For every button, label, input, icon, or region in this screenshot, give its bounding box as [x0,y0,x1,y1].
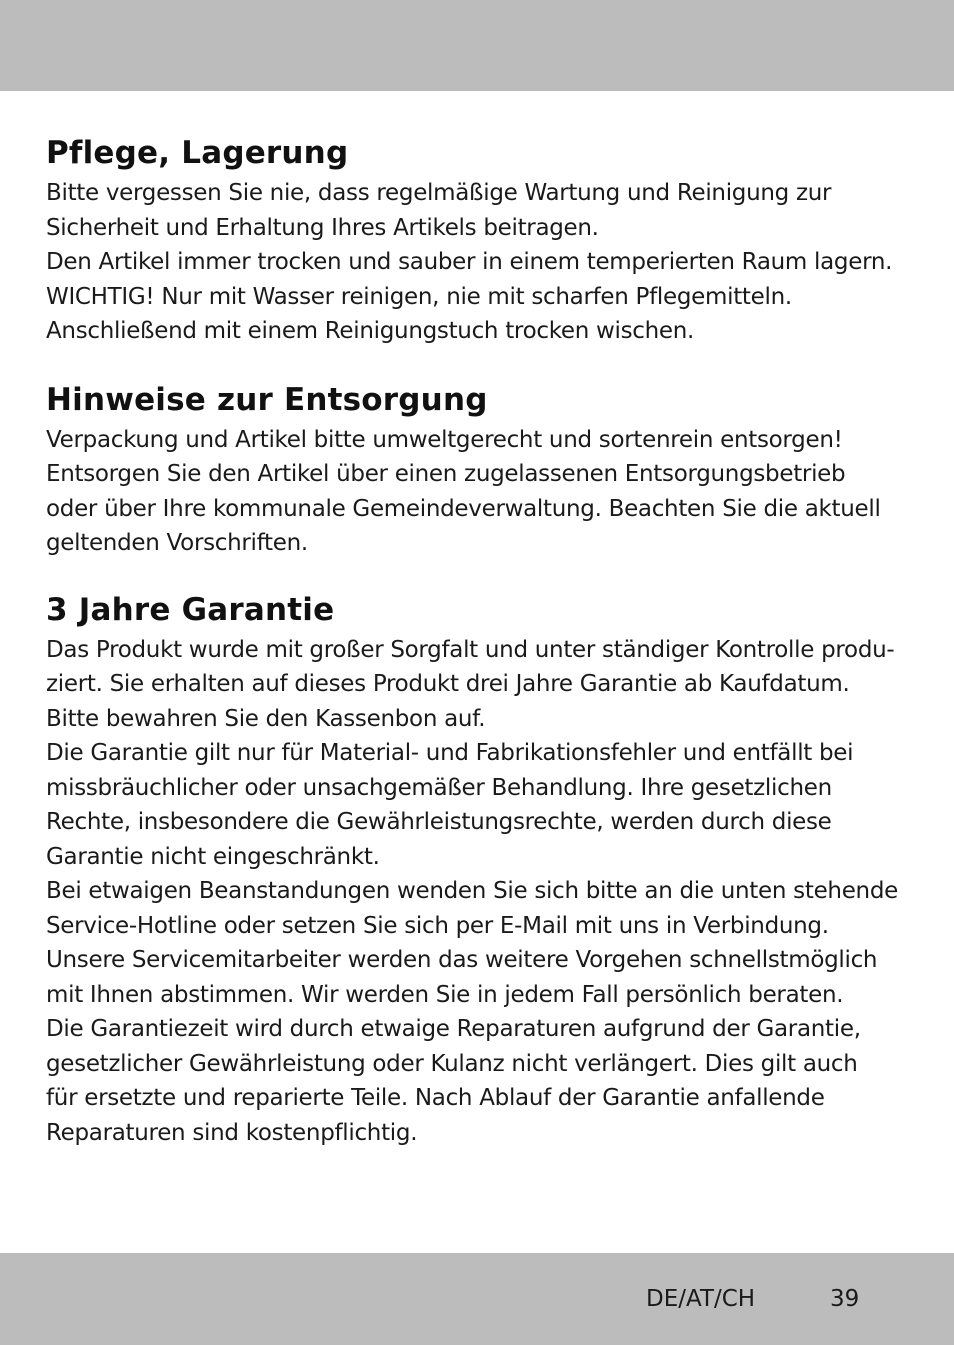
section-title-care-storage: Pflege, Lagerung [46,135,349,171]
page-content [46,130,916,1150]
page-number: 39 [830,1286,860,1312]
section-warranty [46,587,916,1151]
paragraph-disposal: Verpackung und Artikel bitte umweltgerecht und sortenrein entsorgen! Entsorgen Sie den Artikel über einen zugelassenen Entsorgungsbetrieb oder über Ihre kommunale Gemeindeverwaltung. Beachten Sie die aktuell geltenden Vorschriften. [46,426,881,556]
paragraph-warranty: Das Produkt wurde mit großer Sorgfalt und unter ständiger Kontrolle produ- ziert. Sie erhalten auf dieses Produkt drei Jahre Garantie ab Kaufdatum. Bitte bewahren Sie den Kassenbon auf. Die Garantie gilt nur für Material- und Fabrikationsfehler und entfällt bei missbräuchlicher oder unsachgemäßer Behandlung. Ihre gesetzlichen Rechte, insbesondere die Gewährleistungsrechte, werden durch diese Garantie nicht eingeschränkt. Bei etwaigen Beanstandungen wenden Sie sich bitte an die unten stehende Service-Hotline oder setzen Sie sich per E-Mail mit uns in Verbindung. Unsere Servicemitarbeiter werden das weitere Vorgehen schnellstmöglich mit Ihnen abstimmen. Wir werden Sie in jedem Fall persönlich beraten. Die Garantiezeit wird durch etwaige Reparaturen aufgrund der Garantie, gesetzlicher Gewährleistung oder Kulanz nicht verlängert. Dies gilt auch für ersetzte und reparierte Teile. Nach Ablauf der Garantie anfallende Reparaturen sind kostenpflichtig. [46,636,898,1146]
header-band [0,0,954,91]
section-disposal [46,377,916,561]
footer-band [0,1253,954,1345]
paragraph-care-storage: Bitte vergessen Sie nie, dass regelmäßige Wartung und Reinigung zur Sicherheit und Erhaltung Ihres Artikels beitragen. Den Artikel immer trocken und sauber in einem temperierten Raum lagern. WICHTIG! Nur mit Wasser reinigen, nie mit scharfen Pflegemitteln. Anschließend mit einem Reinigungstuch trocken wischen. [46,180,893,344]
section-title-warranty: 3 Jahre Garantie [46,591,335,628]
section-title-disposal: Hinweise zur Entsorgung [46,381,488,418]
section-care-storage [46,130,916,349]
footer-region-label: DE/AT/CH [646,1286,756,1312]
